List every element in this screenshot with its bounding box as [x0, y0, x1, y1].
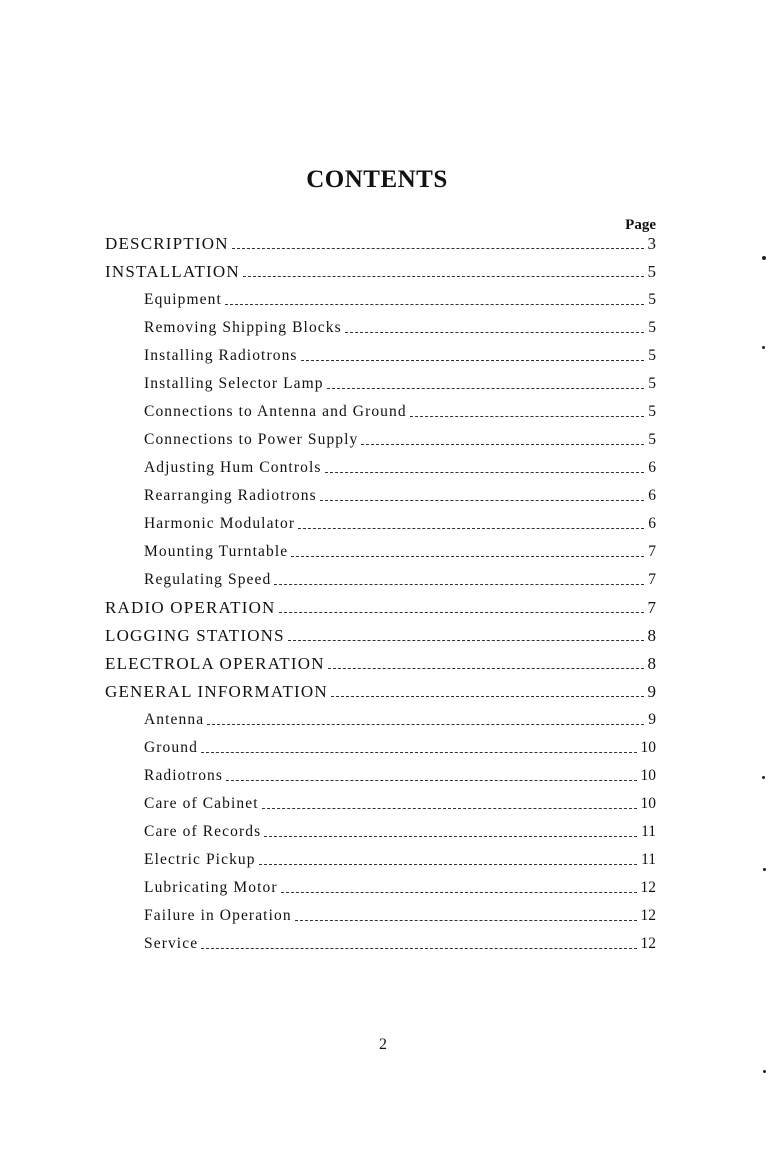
toc-entry-label: ELECTROLA OPERATION	[105, 654, 325, 673]
scan-speck	[762, 346, 765, 349]
dot-leader	[331, 696, 644, 697]
toc-entry-adjusting-hum-controls[interactable]	[144, 456, 656, 480]
toc-entry-label: Connections to Power Supply	[144, 431, 359, 448]
dot-leader	[328, 668, 644, 669]
dot-leader	[410, 416, 645, 417]
toc-entry-label: Installing Selector Lamp	[144, 375, 324, 392]
toc-entry-label: Rearranging Radiotrons	[144, 487, 317, 504]
toc-entry-label: Installing Radiotrons	[144, 347, 298, 364]
toc-entry-electric-pickup[interactable]	[144, 848, 656, 872]
toc-entry-page: 10	[640, 739, 656, 756]
toc-entry-label: DESCRIPTION	[105, 234, 229, 253]
toc-entry-radio-operation[interactable]	[105, 596, 656, 620]
toc-entry-page: 6	[648, 515, 656, 532]
toc-entry-harmonic-modulator[interactable]	[144, 512, 656, 536]
toc-entry-label: Failure in Operation	[144, 907, 292, 924]
toc-entry-mounting-turntable[interactable]	[144, 540, 656, 564]
toc-entry-installing-radiotrons[interactable]	[144, 344, 656, 368]
toc-entry-installing-selector-lamp[interactable]	[144, 372, 656, 396]
dot-leader	[327, 388, 645, 389]
toc-entry-label: Care of Cabinet	[144, 795, 259, 812]
toc-entry-label: INSTALLATION	[105, 262, 240, 281]
dot-leader	[288, 640, 644, 641]
dot-leader	[264, 836, 637, 837]
toc-entry-label: Removing Shipping Blocks	[144, 319, 342, 336]
toc-entry-ground[interactable]	[144, 736, 656, 760]
dot-leader	[201, 752, 637, 753]
dot-leader	[298, 528, 644, 529]
toc-entry-description[interactable]	[105, 232, 656, 256]
toc-entry-lubricating-motor[interactable]	[144, 876, 656, 900]
dot-leader	[226, 780, 636, 781]
page-title: CONTENTS	[306, 166, 448, 193]
toc-entry-care-of-records[interactable]	[144, 820, 656, 844]
toc-entry-label: Service	[144, 935, 199, 952]
toc-entry-page: 8	[647, 626, 656, 645]
toc-entry-logging-stations[interactable]	[105, 624, 656, 648]
toc-entry-page: 10	[640, 767, 656, 784]
toc-entry-page: 8	[647, 654, 656, 673]
toc-entry-rearranging-radiotrons[interactable]	[144, 484, 656, 508]
toc-entry-page: 11	[641, 851, 656, 868]
dot-leader	[225, 304, 644, 305]
scan-speck	[763, 1070, 766, 1073]
toc-entry-page: 12	[640, 879, 656, 896]
dot-leader	[291, 556, 644, 557]
toc-entry-page: 9	[647, 682, 656, 701]
dot-leader	[207, 724, 644, 725]
toc-entry-label: Adjusting Hum Controls	[144, 459, 322, 476]
toc-entry-page: 3	[647, 234, 656, 253]
toc-entry-label: GENERAL INFORMATION	[105, 682, 328, 701]
dot-leader	[281, 892, 637, 893]
toc-entry-page: 10	[640, 795, 656, 812]
toc-entry-page: 7	[647, 598, 656, 617]
toc-entry-label: Harmonic Modulator	[144, 515, 296, 532]
dot-leader	[325, 472, 645, 473]
toc-entry-connections-power-supply[interactable]	[144, 428, 656, 452]
scan-speck	[763, 868, 766, 871]
toc-entry-page: 6	[648, 459, 656, 476]
toc-entry-label: Radiotrons	[144, 767, 224, 784]
toc-entry-page: 11	[641, 823, 656, 840]
toc-entry-label: Mounting Turntable	[144, 543, 289, 560]
toc-entry-label: Equipment	[144, 291, 222, 308]
toc-entry-page: 5	[647, 262, 656, 281]
toc-entry-equipment[interactable]	[144, 288, 656, 312]
dot-leader	[301, 360, 645, 361]
toc-entry-label: Electric Pickup	[144, 851, 256, 868]
toc-entry-page: 5	[648, 291, 656, 308]
toc-entry-service[interactable]	[144, 932, 656, 956]
toc-entry-label: Antenna	[144, 711, 205, 728]
scan-speck	[762, 256, 766, 260]
dot-leader	[279, 612, 644, 613]
toc-entry-regulating-speed[interactable]	[144, 568, 656, 592]
page-column-header: Page	[625, 217, 656, 233]
dot-leader	[295, 920, 637, 921]
toc-entry-antenna[interactable]	[144, 708, 656, 732]
dot-leader	[259, 864, 637, 865]
toc-entry-page: 5	[648, 319, 656, 336]
toc-entry-failure-in-operation[interactable]	[144, 904, 656, 928]
toc-entry-page: 5	[648, 403, 656, 420]
toc-entry-installation[interactable]	[105, 260, 656, 284]
dot-leader	[262, 808, 637, 809]
page-number: 2	[379, 1036, 387, 1053]
toc-entry-page: 5	[648, 431, 656, 448]
toc-entry-label: RADIO OPERATION	[105, 598, 276, 617]
toc-entry-page: 5	[648, 375, 656, 392]
dot-leader	[361, 444, 644, 445]
toc-entry-electrola-operation[interactable]	[105, 652, 656, 676]
dot-leader	[345, 332, 644, 333]
toc-entry-label: Care of Records	[144, 823, 262, 840]
toc-entry-label: Regulating Speed	[144, 571, 272, 588]
dot-leader	[274, 584, 644, 585]
toc-entry-page: 6	[648, 487, 656, 504]
toc-entry-page: 12	[640, 935, 656, 952]
toc-entry-page: 5	[648, 347, 656, 364]
toc-entry-connections-antenna-ground[interactable]	[144, 400, 656, 424]
toc-entry-page: 12	[640, 907, 656, 924]
dot-leader	[201, 948, 636, 949]
toc-entry-care-of-cabinet[interactable]	[144, 792, 656, 816]
toc-entry-general-information[interactable]	[105, 680, 656, 704]
dot-leader	[232, 248, 644, 249]
toc-entry-label: LOGGING STATIONS	[105, 626, 285, 645]
toc-entry-label: Connections to Antenna and Ground	[144, 403, 407, 420]
dot-leader	[320, 500, 645, 501]
toc-entry-label: Ground	[144, 739, 198, 756]
scan-speck	[762, 776, 765, 779]
toc-entry-removing-shipping-blocks[interactable]	[144, 316, 656, 340]
toc-entry-page: 7	[648, 571, 656, 588]
toc-entry-label: Lubricating Motor	[144, 879, 278, 896]
toc-entry-page: 9	[648, 711, 656, 728]
toc-entry-page: 7	[648, 543, 656, 560]
toc-entry-radiotrons[interactable]	[144, 764, 656, 788]
dot-leader	[243, 276, 644, 277]
